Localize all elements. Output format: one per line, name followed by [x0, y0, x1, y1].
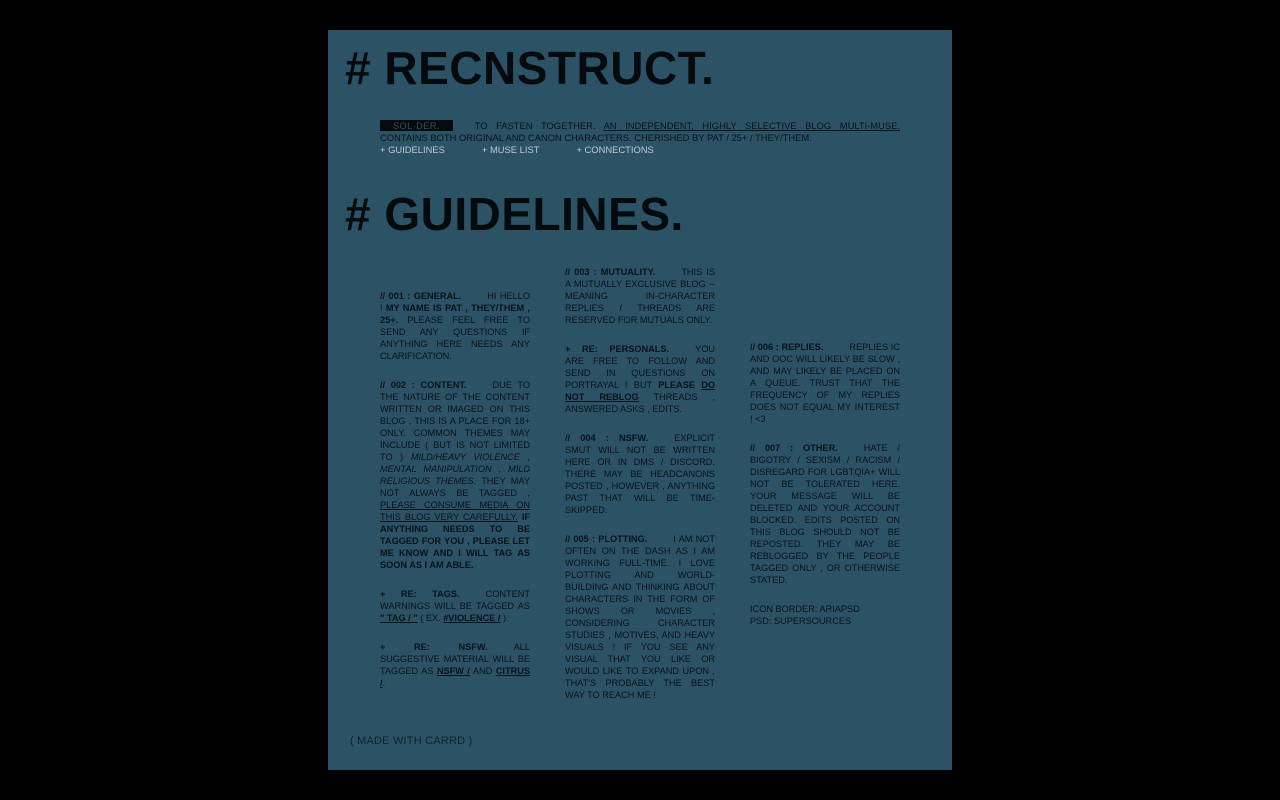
- replies-section: [750, 341, 900, 425]
- guidelines-column-2: [565, 266, 715, 718]
- nsfw-tags-section: [380, 641, 530, 689]
- nsfw-tag: NSFW /: [436, 666, 470, 676]
- nsfw-heading: // 004 : NSFW.: [565, 433, 649, 443]
- personals-body: YOU ARE FREE TO FOLLOW AND SEND IN QUESTIONS ON PORTRAYAL ! BUT: [565, 344, 715, 390]
- credits: [750, 603, 900, 627]
- violence-tag: #VIOLENCE /: [443, 613, 501, 623]
- personals-items: THREADS , ANSWERED ASKS , EDITS.: [565, 392, 716, 414]
- nsfw-tags-and: AND: [472, 666, 493, 676]
- content-warning: PLEASE CONSUME MEDIA ON THIS BLOG VERY CAREFULLY.: [380, 500, 530, 522]
- nsfw-tags-heading: + RE: NSFW.: [380, 642, 488, 652]
- intro-contains: CONTAINS BOTH ORIGINAL AND CANON CHARACTERS. CHERISHED BY PAT / 25+ / THEY/THEM.: [380, 132, 812, 143]
- nav-connections-link[interactable]: + CONNECTIONS: [576, 144, 654, 155]
- other-section: [750, 442, 900, 586]
- tags-heading: + RE: TAGS.: [380, 589, 460, 599]
- guidelines-column-3: [750, 341, 900, 644]
- content-tagging: THEY MAY NOT ALWAYS BE TAGGED ,: [380, 476, 530, 498]
- tags-format: " TAG / ": [380, 613, 418, 623]
- content-themes: MILD/HEAVY VIOLENCE , MENTAL MANIPULATION , MILD RELIGIOUS THEMES.: [380, 452, 530, 486]
- general-body: PLEASE FEEL FREE TO SEND ANY QUESTIONS IF ANYTHING HERE NEEDS ANY CLARIFICATION.: [380, 315, 530, 361]
- general-name: MY NAME IS PAT , THEY/THEM , 25+.: [380, 303, 530, 325]
- citrus-tag: CITRUS /: [380, 666, 530, 688]
- content-body: DUE TO THE NATURE OF THE CONTENT WRITTEN OR IMAGED ON THIS BLOG , THIS IS A PLACE FOR 18+ ONLY. COMMON THEMES MAY INCLUDE ( BUT IS NOT LIMITED TO ): [380, 380, 530, 462]
- guidelines-column-1: [380, 290, 530, 706]
- content-heading: // 002 : CONTENT.: [380, 380, 467, 390]
- personals-section: [565, 343, 715, 415]
- mutuality-section: [565, 266, 715, 326]
- nav-links: [380, 144, 654, 156]
- content-request: IF ANYTHING NEEDS TO BE TAGGED FOR YOU , PLEASE LET ME KNOW AND I WILL TAG AS SOON AS I AM ABLE.: [380, 512, 530, 570]
- other-body: HATE / BIGOTRY / SEXISM / RACISM / DISREGARD FOR LGBTQIA+ WILL NOT BE TOLERATED HERE. YOUR MESSAGE WILL BE DELETED AND YOUR ACCOUNT BLOCKED. EDITS POSTED ON THIS BLOG SHOULD NOT BE REPOSTED. THEY MAY BE REBLOGGED BY THE PEOPLE TAGGED ONLY , OR OTHERWISE STATED.: [750, 443, 900, 585]
- general-greeting: HI HELLO !: [380, 291, 530, 313]
- general-heading: // 001 : GENERAL.: [380, 291, 462, 301]
- plotting-section: [565, 533, 715, 701]
- soldr-tag: SOL·DER.: [380, 120, 453, 131]
- nav-muse-list-link[interactable]: + MUSE LIST: [481, 144, 540, 155]
- page-card: [328, 30, 952, 770]
- tags-close: ).: [502, 613, 509, 623]
- tags-body: CONTENT WARNINGS WILL BE TAGGED AS: [380, 589, 530, 611]
- mutuality-heading: // 003 : MUTUALITY.: [565, 267, 656, 277]
- other-heading: // 007 : OTHER.: [750, 443, 838, 453]
- tags-section: [380, 588, 530, 624]
- site-title: # RECNSTRUCT.: [345, 42, 715, 94]
- plotting-heading: // 005 : PLOTTING.: [565, 534, 648, 544]
- replies-body: REPLIES IC AND OOC WILL LIKELY BE SLOW , AND MAY LIKELY BE PLACED ON A QUEUE. TRUST THAT THE FREQUENCY OF MY REPLIES DOES NOT EQUAL MY INTEREST ! <3: [750, 342, 900, 424]
- mutuality-body: THIS IS A MUTUALLY EXCLUSIVE BLOG -- MEANING IN-CHARACTER REPLIES / THREADS ARE RESERVED FOR MUTUALS ONLY.: [565, 267, 715, 325]
- nsfw-body: EXPLICIT SMUT WILL NOT BE WRITTEN HERE OR IN DMS / DISCORD. THERE MAY BE HEADCANONS POSTED , HOWEVER , ANYTHING PAST THAT WILL BE TIME-SKIPPED.: [565, 433, 715, 515]
- nsfw-tags-period: .: [382, 678, 386, 688]
- blog-description: AN INDEPENDENT, HIGHLY SELECTIVE BLOG MULTI-MUSE.: [603, 120, 900, 131]
- tags-example-label: ( EX.: [420, 613, 441, 623]
- guidelines-heading: # GUIDELINES.: [345, 188, 684, 240]
- nsfw-section: [565, 432, 715, 516]
- nav-guidelines-link[interactable]: + GUIDELINES: [380, 144, 445, 155]
- made-with-carrd-link[interactable]: ( MADE WITH CARRD ): [350, 735, 473, 747]
- personals-heading: + RE: PERSONALS.: [565, 344, 670, 354]
- intro-text: [380, 120, 900, 144]
- personals-please: PLEASE: [658, 380, 695, 390]
- general-section: [380, 290, 530, 362]
- plotting-body: I AM NOT OFTEN ON THE DASH AS I AM WORKING FULL-TIME. I LOVE PLOTTING AND WORLD-BUILDING AND THINKING ABOUT CHARACTERS IN THE FORM OF SHOWS OR MOVIES , CONSIDERING CHARACTER STUDIES , MOTIVES, AND HEAVY VISUALS ! IF YOU SEE ANY VISUAL THAT YOU LIKE OR WOULD LIKE TO EXPAND UPON , THAT'S PROBABLY THE BEST WAY TO REACH ME !: [565, 534, 715, 700]
- personals-do-not-reblog: DO NOT REBLOG: [565, 380, 715, 402]
- nsfw-tags-body: ALL SUGGESTIVE MATERIAL WILL BE TAGGED AS: [380, 642, 530, 676]
- credit-icon-border: ICON BORDER: ARIAPSD: [750, 604, 860, 614]
- intro-definition: TO FASTEN TOGETHER.: [474, 120, 596, 131]
- content-section: [380, 379, 530, 571]
- credit-psd: PSD: SUPERSOURCES: [750, 616, 852, 626]
- replies-heading: // 006 : REPLIES.: [750, 342, 824, 352]
